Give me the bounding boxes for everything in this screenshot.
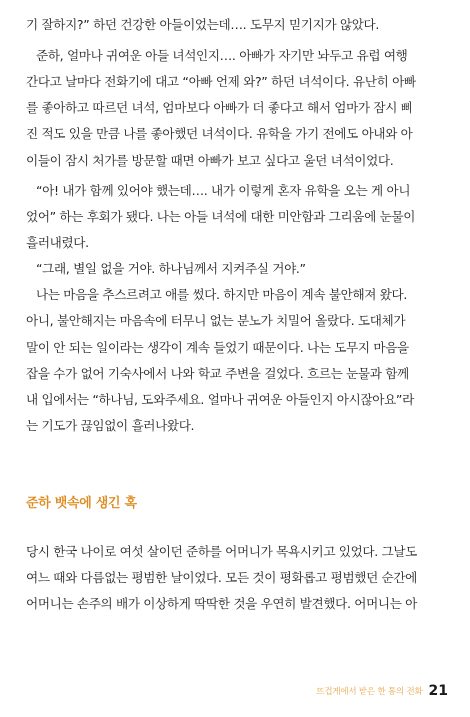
- text-line: 었어” 하는 후회가 됐다. 나는 아들 녀석에 대한 미안함과 그리움에 눈물이: [26, 209, 416, 224]
- text-line: “그래, 별일 없을 거야. 하나님께서 지켜주실 거야.”: [36, 261, 306, 276]
- text-line: 준하, 얼마나 귀여운 아들 녀석인지…. 아빠가 자기만 놔두고 유럽 여행: [36, 48, 408, 63]
- text-line: “아! 내가 함께 있어야 했는데…. 내가 이렇게 혼자 유학을 오는 게 아니: [36, 183, 411, 198]
- text-line: 말이 안 되는 일이라는 생각이 계속 들었기 때문이다. 나는 도무지 마음을: [26, 340, 409, 355]
- text-line: 내 입에서는 “하나님, 도와주세요. 얼마나 귀여운 아들인지 아시잖아요”라: [26, 392, 414, 407]
- text-line: 를 좋아하고 따르던 녀석, 엄마보다 아빠가 더 좋다고 해서 엄마가 잠시 삐: [26, 100, 413, 115]
- page-number: 21: [428, 683, 448, 699]
- running-title: 뜨겁게에서 받은 한 통의 전화: [316, 687, 423, 697]
- text-line: 는 기도가 끊임없이 흘러나왔다.: [26, 418, 195, 433]
- text-line: 이들이 잠시 처가를 방문할 때면 아빠가 보고 싶다고 울던 녀석이었다.: [26, 153, 394, 168]
- text-line: 여느 때와 다름없는 평범한 날이었다. 모든 것이 평화롭고 평범했던 순간에: [26, 570, 417, 585]
- text-line: 아니, 불안해지는 마음속에 터무니 없는 분노가 치밀어 올랐다. 도대체가: [26, 313, 406, 328]
- text-line: 흘러내렸다.: [26, 235, 89, 250]
- text-line: 나는 마음을 추스르려고 애를 썼다. 하지만 마음이 계속 불안해져 왔다.: [36, 287, 408, 302]
- text-line: 잡을 수가 없어 기숙사에서 나와 학교 주변을 걸었다. 흐르는 눈물과 함께: [26, 366, 409, 381]
- text-line: 간다고 날마다 전화기에 대고 “아빠 언제 와?” 하던 녀석이다. 유난히 아빠: [26, 74, 416, 89]
- text-line: 진 적도 있을 만큼 나를 좋아했던 녀석이다. 유학을 가기 전에도 아내와 아: [26, 126, 413, 141]
- page-footer: [316, 681, 448, 701]
- section-heading: 준하 뱃속에 생긴 혹: [26, 496, 137, 511]
- text-line: 당시 한국 나이로 여섯 살이던 준하를 어머니가 목욕시키고 있었다. 그날도: [26, 544, 417, 559]
- text-line: 어머니는 손주의 배가 이상하게 딱딱한 것을 우연히 발견했다. 어머니는 아: [26, 596, 417, 611]
- text-line: 기 잘하지?” 하던 건강한 아들이었는데…. 도무지 믿기지가 않았다.: [26, 17, 380, 32]
